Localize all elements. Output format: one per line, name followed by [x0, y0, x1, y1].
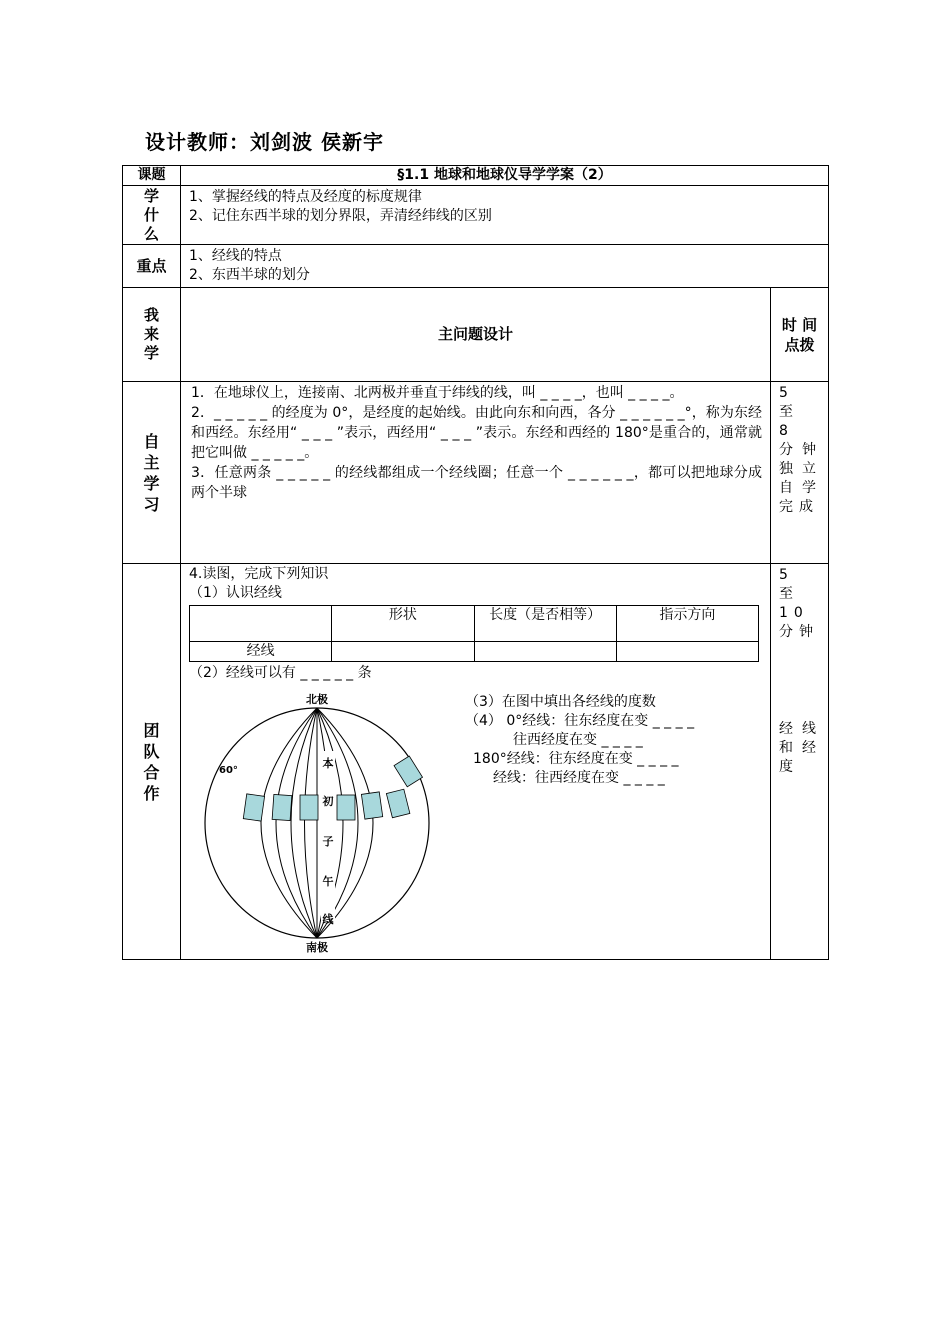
prime-meridian-char: 午 — [322, 875, 334, 888]
team-label-char: 作 — [143, 783, 160, 803]
key-item: 1、经线的特点 — [189, 248, 282, 264]
team-content — [181, 564, 771, 960]
prime-meridian-char: 初 — [322, 795, 334, 808]
course-label: 课题 — [123, 166, 181, 186]
self-study-content — [181, 382, 771, 564]
design-label-char: 我 — [143, 306, 159, 324]
meridian-line — [261, 708, 317, 938]
self-study-label-char: 学 — [143, 473, 160, 493]
design-label — [123, 288, 181, 382]
meridian-table-header — [190, 606, 332, 642]
lesson-table — [122, 165, 829, 960]
degree-60-label: 60° — [219, 765, 238, 776]
team-sub4-line4: 经线：往西经度在变 _ _ _ _ — [493, 770, 665, 786]
team-sub4-line3: 180°经线：往东经度在变 _ _ _ _ — [473, 751, 679, 767]
team-time — [771, 564, 829, 960]
team-questions-right — [465, 693, 755, 788]
page-title: 设计教师：刘剑波 侯新宇 — [145, 130, 384, 154]
south-pole-label: 南极 — [306, 941, 328, 953]
design-label-char: 学 — [143, 344, 159, 362]
time-label-line: 点拨 — [784, 335, 815, 354]
prime-meridian-label — [321, 751, 335, 926]
team-sub2: （2）经线可以有 _ _ _ _ _ 条 — [189, 665, 372, 681]
meridian-table-cell — [332, 642, 474, 662]
meridian-table-header: 长度（是否相等） — [474, 606, 616, 642]
degree-box — [361, 792, 382, 819]
self-study-label-char: 自 — [143, 431, 160, 451]
team-sub4-line2: 往西经度在变 _ _ _ _ — [513, 732, 643, 748]
team-label-char: 队 — [143, 741, 160, 761]
degree-box — [243, 794, 264, 821]
meridian-table-cell — [474, 642, 616, 662]
self-study-q2: 2．_ _ _ _ _ 的经度为 0°，是经度的起始线。由此向东和向西，各分 _ _ _ _ _ _°，称为东经和西经。东经用“ _ _ _ ”表示，西经用“ _ _ _ ”表示。东经和西经的 180°是重合的，通常就把它叫做 _ _ _ _ _。 — [191, 405, 762, 461]
team-time-2: 经线和经度 — [779, 721, 823, 775]
learn-item: 1、掌握经线的特点及经度的标度规律 — [189, 189, 422, 205]
design-label-char: 来 — [143, 325, 159, 343]
team-sub3: （3）在图中填出各经线的度数 — [465, 694, 656, 710]
degree-box — [337, 795, 355, 820]
team-label-char: 合 — [143, 762, 160, 782]
self-study-label-char: 主 — [143, 452, 160, 472]
self-study-q1: 1．在地球仪上，连接南、北两极并垂直于纬线的线，叫 _ _ _ _，也叫 _ _ _ _。 — [191, 385, 684, 401]
learn-content — [181, 186, 829, 245]
team-time-1: 5 至 10 分钟 — [779, 567, 819, 640]
key-content — [181, 245, 829, 288]
prime-meridian-char: 线 — [322, 913, 334, 926]
team-label-char: 团 — [143, 720, 160, 740]
learn-label — [123, 186, 181, 245]
main-question-label: 主问题设计 — [181, 288, 771, 382]
self-study-time: 5 至 8 分钟独立自学完成 — [771, 382, 829, 564]
degree-box — [386, 789, 410, 818]
team-q4-title: 4.读图，完成下列知识 — [189, 566, 329, 582]
globe-diagram — [197, 683, 447, 953]
globe-area — [189, 683, 762, 953]
prime-meridian-char: 子 — [322, 835, 334, 848]
course-title: §1.1 地球和地球仪导学学案（2） — [181, 166, 829, 186]
degree-box — [394, 756, 423, 787]
team-label — [123, 564, 181, 960]
key-label: 重点 — [123, 245, 181, 288]
learn-label-char: 学 — [143, 186, 159, 205]
meridian-table-cell: 经线 — [190, 642, 332, 662]
team-sub1: （1）认识经线 — [189, 585, 282, 601]
meridian-table-cell — [616, 642, 758, 662]
learn-label-char: 什 — [143, 205, 159, 224]
north-pole-label: 北极 — [306, 693, 328, 706]
learn-item: 2、记住东西半球的划分界限，弄清经纬线的区别 — [189, 208, 492, 224]
time-label-line: 时 间 — [781, 315, 818, 334]
team-sub4-line1: （4） 0°经线：往东经度在变 _ _ _ _ — [465, 713, 695, 729]
learn-label-char: 么 — [143, 224, 159, 243]
self-study-q3: 3．任意两条 _ _ _ _ _ 的经线都组成一个经线圈；任意一个 _ _ _ _ _ _，都可以把地球分成两个半球 — [191, 465, 762, 501]
self-study-label — [123, 382, 181, 564]
key-item: 2、东西半球的划分 — [189, 267, 310, 283]
prime-meridian-char: 本 — [322, 757, 334, 770]
meridian-table-header: 形状 — [332, 606, 474, 642]
meridian-table — [189, 605, 759, 662]
time-label — [771, 288, 829, 382]
degree-box — [300, 795, 318, 820]
meridian-table-header: 指示方向 — [616, 606, 758, 642]
degree-box — [272, 794, 292, 820]
meridian-lines — [261, 708, 373, 938]
self-study-label-char: 习 — [143, 494, 160, 514]
meridian-line — [305, 708, 318, 938]
